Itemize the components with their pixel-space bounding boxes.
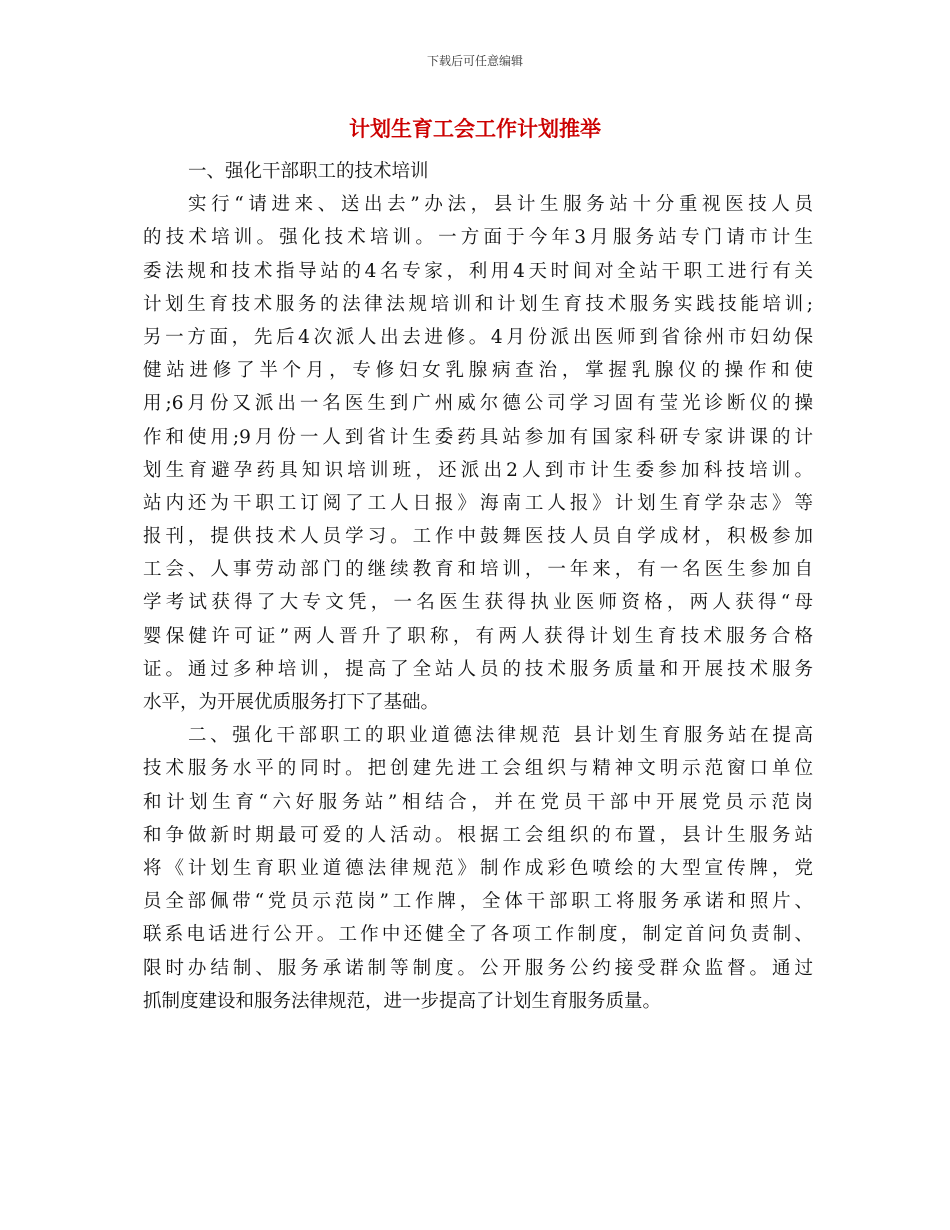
paragraph-line: 计划生育技术服务的法律法规培训和计划生育技术服务实践技能培训; <box>143 293 813 315</box>
paragraph-line: 学考试获得了大专文凭，一名医生获得执业医师资格，两人获得“母 <box>143 592 813 614</box>
paragraph-line: 实行“请进来、送出去”办法，县计生服务站十分重视医技人员 <box>188 194 813 216</box>
paragraph-line: 婴保健许可证”两人晋升了职称，有两人获得计划生育技术服务合格 <box>143 625 813 647</box>
section-heading: 一、强化干部职工的技术培训 <box>188 161 429 182</box>
paragraph-line: 的技术培训。强化技术培训。一方面于今年3月服务站专门请市计生 <box>143 227 813 249</box>
paragraph-line: 和计划生育“六好服务站”相结合，并在党员干部中开展党员示范岗 <box>143 791 813 813</box>
paragraph-line: 工会、人事劳动部门的继续教育和培训，一年来，有一名医生参加自 <box>143 559 813 581</box>
paragraph-line: 用;6月份又派出一名医生到广州威尔德公司学习固有莹光诊断仪的操 <box>143 393 813 415</box>
paragraph-line: 将《计划生育职业道德法律规范》制作成彩色喷绘的大型宣传牌，党 <box>143 857 813 879</box>
paragraph-line: 划生育避孕药具知识培训班，还派出2人到市计生委参加科技培训。 <box>143 459 813 481</box>
paragraph-line: 作和使用;9月份一人到省计生委药具站参加有国家科研专家讲课的计 <box>143 426 813 448</box>
paragraph-line: 技术服务水平的同时。把创建先进工会组织与精神文明示范窗口单位 <box>143 758 813 780</box>
paragraph-line: 二、强化干部职工的职业道德法律规范 县计划生育服务站在提高 <box>188 725 813 747</box>
paragraph-line: 抓制度建设和服务法律规范，进一步提高了计划生育服务质量。 <box>143 990 662 1012</box>
document-body <box>143 155 813 1018</box>
page-header: 下载后可任意编辑 <box>426 54 523 68</box>
paragraph-line: 委法规和技术指导站的4名专家，利用4天时间对全站干职工进行有关 <box>143 260 813 282</box>
paragraph-line: 联系电话进行公开。工作中还健全了各项工作制度，制定首问负责制、 <box>143 924 813 946</box>
paragraph-line: 报刊，提供技术人员学习。工作中鼓舞医技人员自学成材，积极参加 <box>143 526 813 548</box>
paragraph-line: 水平，为开展优质服务打下了基础。 <box>143 692 440 713</box>
paragraph-line: 员全部佩带“党员示范岗”工作牌，全体干部职工将服务承诺和照片、 <box>143 891 813 913</box>
paragraph-line: 另一方面，先后4次派人出去进修。4月份派出医师到省徐州市妇幼保 <box>143 326 813 348</box>
paragraph-line: 证。通过多种培训，提高了全站人员的技术服务质量和开展技术服务 <box>143 658 813 680</box>
paragraph-line: 健站进修了半个月，专修妇女乳腺病查治，掌握乳腺仪的操作和使 <box>143 360 813 382</box>
document-title: 计划生育工会工作计划推举 <box>349 117 601 141</box>
paragraph-line: 和争做新时期最可爱的人活动。根据工会组织的布置，县计生服务站 <box>143 824 813 846</box>
paragraph-line: 站内还为干职工订阅了工人日报》海南工人报》计划生育学杂志》等 <box>143 492 813 514</box>
paragraph-line: 限时办结制、服务承诺制等制度。公开服务公约接受群众监督。通过 <box>143 957 813 979</box>
